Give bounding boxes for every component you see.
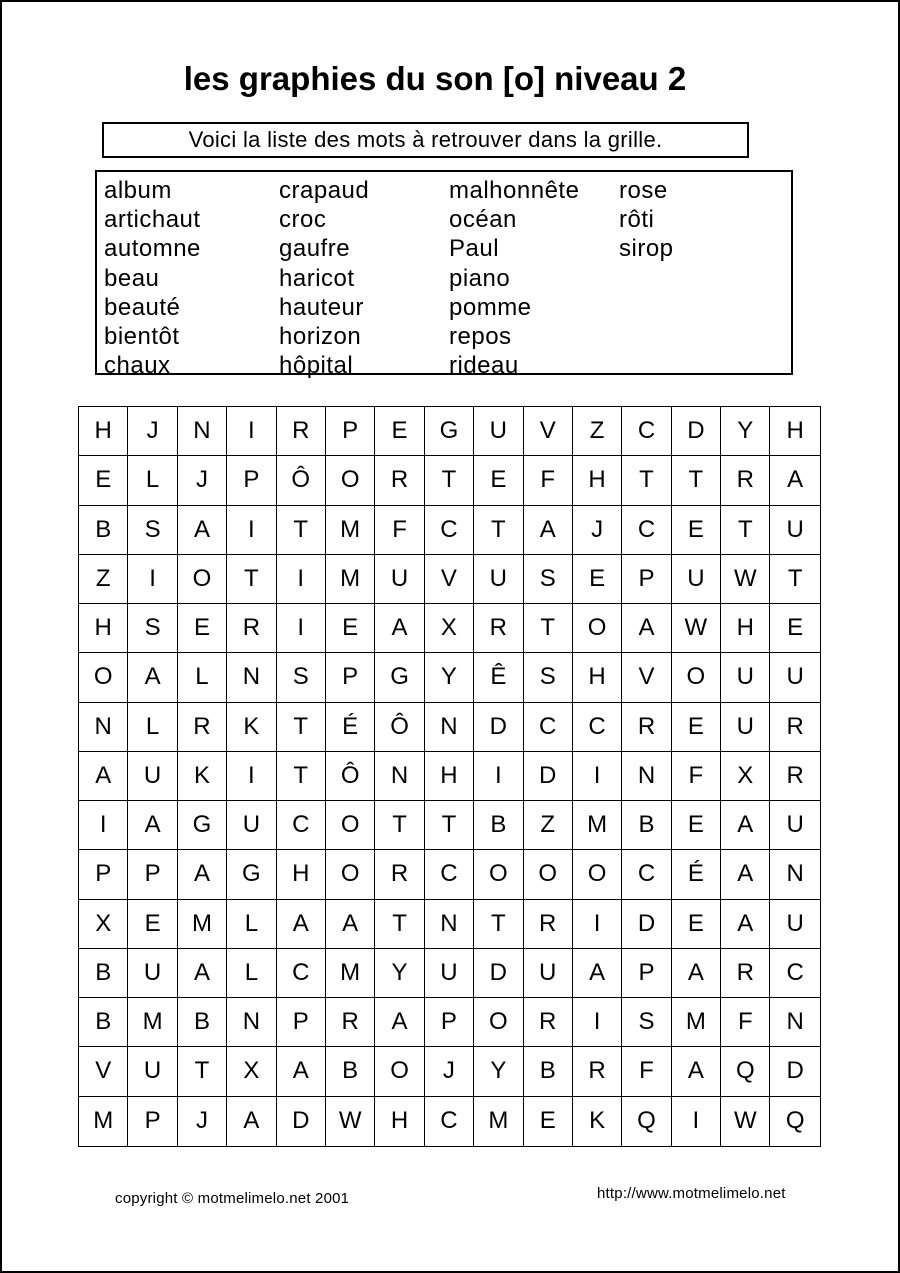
grid-cell: A — [128, 653, 177, 702]
grid-cell: E — [672, 900, 721, 949]
word-item: piano — [449, 264, 511, 292]
grid-cell: L — [227, 900, 276, 949]
grid-cell: H — [770, 407, 819, 456]
grid-cell: D — [277, 1097, 326, 1146]
grid-cell: C — [770, 949, 819, 998]
word-list — [95, 170, 793, 380]
word-item: rose — [619, 177, 668, 204]
grid-cell: U — [770, 506, 819, 555]
grid-cell: A — [721, 900, 770, 949]
grid-cell: T — [474, 900, 523, 949]
grid-cell: J — [178, 456, 227, 505]
grid-cell: C — [622, 850, 671, 899]
word-item: malhonnête — [449, 177, 580, 204]
grid-cell: G — [375, 653, 424, 702]
grid-cell: I — [573, 998, 622, 1047]
grid-cell: R — [474, 604, 523, 653]
grid-cell: S — [622, 998, 671, 1047]
grid-cell: O — [178, 555, 227, 604]
grid-cell: Ô — [375, 703, 424, 752]
grid-cell: P — [326, 653, 375, 702]
grid-cell: D — [474, 949, 523, 998]
grid-cell: C — [277, 801, 326, 850]
grid-cell: V — [524, 407, 573, 456]
grid-cell: B — [474, 801, 523, 850]
grid-cell: Q — [721, 1047, 770, 1096]
grid-cell: R — [524, 998, 573, 1047]
grid-cell: T — [425, 456, 474, 505]
grid-cell: N — [770, 998, 819, 1047]
grid-cell: T — [178, 1047, 227, 1096]
word-item: sirop — [619, 235, 674, 263]
grid-cell: A — [277, 900, 326, 949]
grid-cell: X — [425, 604, 474, 653]
grid-cell: R — [721, 456, 770, 505]
word-item: bientôt — [104, 322, 180, 350]
grid-cell: N — [425, 900, 474, 949]
grid-cell: T — [375, 900, 424, 949]
grid-cell: T — [524, 604, 573, 653]
grid-cell: A — [573, 949, 622, 998]
grid-cell: T — [770, 555, 819, 604]
grid-cell: U — [227, 801, 276, 850]
word-item: chaux — [104, 352, 171, 380]
grid-cell: A — [178, 850, 227, 899]
grid-cell: F — [721, 998, 770, 1047]
grid-cell: A — [277, 1047, 326, 1096]
grid-cell: O — [375, 1047, 424, 1096]
grid-cell: O — [524, 850, 573, 899]
grid-cell: C — [425, 1097, 474, 1146]
grid-cell: B — [326, 1047, 375, 1096]
grid-cell: G — [425, 407, 474, 456]
word-item: hauteur — [279, 293, 364, 321]
grid-cell: Q — [785, 1107, 805, 1135]
grid-cell: Z — [524, 801, 573, 850]
grid-cell: D — [770, 1047, 819, 1096]
instruction-text: Voici la liste des mots à retrouver dans la grille. — [188, 127, 663, 152]
grid-cell: F — [375, 506, 424, 555]
grid-cell: U — [375, 555, 424, 604]
grid-cell: U — [128, 1047, 177, 1096]
grid-cell: O — [79, 653, 128, 702]
grid-cell: C — [524, 703, 573, 752]
word-item: haricot — [279, 264, 355, 292]
grid-cell: V — [79, 1047, 128, 1096]
grid-cell: P — [128, 850, 177, 899]
grid-cell: P — [425, 998, 474, 1047]
word-column — [449, 176, 579, 380]
grid-cell: E — [79, 456, 128, 505]
website-url: http://www.motmelimelo.net — [597, 1185, 786, 1202]
grid-cell: U — [721, 703, 770, 752]
grid-cell: Ê — [474, 653, 523, 702]
copyright-text: copyright © motmelimelo.net 2001 — [115, 1190, 350, 1207]
grid-cell: E — [474, 456, 523, 505]
grid-cell: V — [425, 555, 474, 604]
word-item: hôpital — [279, 352, 354, 380]
word-item: horizon — [279, 322, 362, 350]
grid-cell: U — [770, 900, 819, 949]
grid-cell: P — [227, 456, 276, 505]
grid-cell: L — [128, 456, 177, 505]
grid-cell: O — [326, 850, 375, 899]
word-item: océan — [449, 206, 517, 234]
grid-cell: W — [326, 1097, 375, 1146]
grid-cell: E — [326, 604, 375, 653]
grid-cell: T — [721, 506, 770, 555]
grid-cell: X — [227, 1047, 276, 1096]
grid-cell: B — [79, 949, 128, 998]
grid-cell: I — [227, 407, 276, 456]
grid-cell: E — [672, 703, 721, 752]
grid-cell: H — [721, 604, 770, 653]
grid-cell: R — [375, 456, 424, 505]
grid-cell: H — [277, 850, 326, 899]
grid-cell: O — [474, 850, 523, 899]
grid-cell: I — [573, 752, 622, 801]
grid-cell: A — [770, 456, 819, 505]
grid-cell: A — [721, 801, 770, 850]
grid-cell: C — [573, 703, 622, 752]
grid-cell: N — [79, 703, 128, 752]
grid-cell: J — [178, 1097, 227, 1146]
grid-cell: R — [622, 703, 671, 752]
instruction-box — [102, 122, 749, 158]
grid-cell: I — [573, 900, 622, 949]
grid-cell: F — [524, 456, 573, 505]
grid-cell: R — [524, 900, 573, 949]
grid-cell: D — [524, 752, 573, 801]
grid-cell: A — [375, 998, 424, 1047]
grid-cell: O — [326, 801, 375, 850]
grid-cell: T — [277, 703, 326, 752]
grid-cell: I — [474, 752, 523, 801]
grid-cell: O — [326, 456, 375, 505]
grid-cell: A — [672, 949, 721, 998]
grid-cell: E — [524, 1097, 573, 1146]
grid-cell: P — [277, 998, 326, 1047]
grid-cell: M — [326, 555, 375, 604]
grid-cell: É — [326, 703, 375, 752]
grid-cell: D — [672, 407, 721, 456]
grid-cell: B — [178, 998, 227, 1047]
grid-cell: N — [375, 752, 424, 801]
grid-cell: N — [227, 998, 276, 1047]
grid-cell: M — [573, 801, 622, 850]
grid-cell: Y — [375, 949, 424, 998]
grid-cell: O — [573, 604, 622, 653]
grid-cell: E — [573, 555, 622, 604]
grid-cell: R — [721, 949, 770, 998]
grid-cell: L — [178, 653, 227, 702]
grid-cell: A — [672, 1047, 721, 1096]
grid-cell: N — [227, 653, 276, 702]
grid-cell: Ô — [326, 752, 375, 801]
grid-cell: H — [573, 456, 622, 505]
grid-cell: R — [770, 703, 819, 752]
grid-cell: C — [622, 506, 671, 555]
grid-cell: A — [178, 949, 227, 998]
grid-cell: Y — [474, 1047, 523, 1096]
grid-cell: A — [375, 604, 424, 653]
grid-cell: L — [227, 949, 276, 998]
grid-cell: U — [770, 653, 819, 702]
grid-cell: H — [375, 1097, 424, 1146]
word-item: rôti — [619, 206, 655, 234]
word-item: Paul — [449, 235, 500, 263]
grid-cell: V — [622, 653, 671, 702]
grid-cell: N — [622, 752, 671, 801]
grid-cell: P — [622, 949, 671, 998]
grid-cell: U — [128, 949, 177, 998]
word-column — [619, 176, 674, 264]
grid-cell: I — [79, 801, 128, 850]
grid-cell: É — [672, 850, 721, 899]
grid-cell: U — [128, 752, 177, 801]
grid-cell: P — [79, 850, 128, 899]
grid-cell: O — [474, 998, 523, 1047]
grid-cell: N — [770, 850, 819, 899]
grid-cell: B — [79, 998, 128, 1047]
grid-cell: J — [425, 1047, 474, 1096]
grid-cell: M — [326, 506, 375, 555]
grid-cell: U — [474, 555, 523, 604]
grid-cell: M — [79, 1097, 128, 1146]
grid-cell: N — [425, 703, 474, 752]
grid-cell: B — [79, 506, 128, 555]
word-item: album — [104, 177, 172, 204]
word-item: croc — [279, 206, 327, 234]
word-item: gaufre — [279, 235, 351, 263]
grid-cell: T — [425, 801, 474, 850]
grid-cell: H — [425, 752, 474, 801]
grid-cell: J — [573, 506, 622, 555]
grid-cell: T — [622, 456, 671, 505]
grid-cell: Ô — [277, 456, 326, 505]
grid-cell: X — [79, 900, 128, 949]
grid-cell: M — [326, 949, 375, 998]
grid-cell: C — [622, 407, 671, 456]
grid-cell: G — [178, 801, 227, 850]
word-item: beau — [104, 264, 160, 292]
grid-cell: D — [622, 900, 671, 949]
grid-cell: C — [277, 949, 326, 998]
grid-cell: S — [277, 653, 326, 702]
grid-cell: J — [128, 407, 177, 456]
grid-cell: H — [79, 604, 128, 653]
word-item: automne — [104, 235, 201, 263]
grid-cell: E — [375, 407, 424, 456]
grid-cell: A — [524, 506, 573, 555]
grid-cell: I — [277, 604, 326, 653]
grid-cell: I — [128, 555, 177, 604]
grid-cell: A — [79, 752, 128, 801]
grid-cell: Y — [721, 407, 770, 456]
grid-cell: B — [524, 1047, 573, 1096]
grid-cell: R — [375, 850, 424, 899]
page-title: les graphies du son [o] niveau 2 — [183, 60, 687, 97]
word-item: pomme — [449, 293, 532, 321]
grid-cell: U — [770, 801, 819, 850]
grid-cell: S — [524, 555, 573, 604]
grid-cell: A — [178, 506, 227, 555]
letter-grid — [78, 406, 821, 1147]
grid-cell: T — [375, 801, 424, 850]
grid-cell: T — [277, 752, 326, 801]
grid-cell: P — [326, 407, 375, 456]
grid-cell: Z — [573, 407, 622, 456]
grid-cell: T — [672, 456, 721, 505]
grid-cell: E — [770, 604, 819, 653]
grid-cell: M — [672, 998, 721, 1047]
grid-cell: W — [721, 555, 770, 604]
grid-cell: I — [672, 1097, 721, 1146]
grid-cell: K — [178, 752, 227, 801]
grid-cell: U — [425, 949, 474, 998]
grid-cell: H — [573, 653, 622, 702]
grid-cell: P — [128, 1097, 177, 1146]
word-item: crapaud — [279, 177, 370, 204]
grid-cell: X — [721, 752, 770, 801]
grid-cell: A — [227, 1097, 276, 1146]
grid-cell: A — [721, 850, 770, 899]
word-item: rideau — [449, 352, 519, 380]
word-column — [279, 176, 369, 380]
grid-cell: A — [128, 801, 177, 850]
grid-cell: U — [524, 949, 573, 998]
grid-cell: B — [622, 801, 671, 850]
grid-cell: T — [227, 555, 276, 604]
grid-cell: C — [425, 506, 474, 555]
grid-cell: F — [672, 752, 721, 801]
grid-cell: P — [622, 555, 671, 604]
grid-cell: R — [178, 703, 227, 752]
grid-cell: T — [277, 506, 326, 555]
grid-cell: U — [672, 555, 721, 604]
grid-cell: R — [573, 1047, 622, 1096]
grid-cell: W — [672, 604, 721, 653]
grid-cell: T — [474, 506, 523, 555]
grid-cell: U — [474, 407, 523, 456]
grid-cell: D — [474, 703, 523, 752]
grid-cell: E — [128, 900, 177, 949]
grid-cell: E — [672, 506, 721, 555]
grid-cell: L — [128, 703, 177, 752]
grid-cell: K — [227, 703, 276, 752]
grid-cell: W — [721, 1097, 770, 1146]
grid-cell: A — [326, 900, 375, 949]
grid-cell: N — [178, 407, 227, 456]
grid-cell: R — [227, 604, 276, 653]
word-item: repos — [449, 322, 512, 350]
grid-cell: C — [425, 850, 474, 899]
grid-cell: M — [474, 1097, 523, 1146]
grid-cell: Q — [622, 1097, 671, 1146]
grid-cell: K — [573, 1097, 622, 1146]
grid-cell: O — [573, 850, 622, 899]
grid-cell: U — [721, 653, 770, 702]
grid-cell: S — [128, 604, 177, 653]
grid-cell: R — [770, 752, 819, 801]
grid-cell: E — [672, 801, 721, 850]
word-item: artichaut — [104, 206, 201, 234]
grid-cell: S — [524, 653, 573, 702]
grid-cell: M — [128, 998, 177, 1047]
grid-cell: M — [178, 900, 227, 949]
grid-cell: I — [227, 752, 276, 801]
word-item: beauté — [104, 293, 181, 321]
grid-cell: F — [622, 1047, 671, 1096]
grid-cell: Z — [79, 555, 128, 604]
grid-cell: O — [672, 653, 721, 702]
grid-cell: E — [178, 604, 227, 653]
grid-cell: R — [277, 407, 326, 456]
grid-cell: S — [128, 506, 177, 555]
grid-cell: R — [326, 998, 375, 1047]
grid-cell: Y — [425, 653, 474, 702]
grid-cell: G — [227, 850, 276, 899]
grid-cell: I — [277, 555, 326, 604]
grid-cell: H — [79, 407, 128, 456]
word-column — [104, 176, 201, 380]
grid-cell: A — [622, 604, 671, 653]
grid-cell: I — [227, 506, 276, 555]
